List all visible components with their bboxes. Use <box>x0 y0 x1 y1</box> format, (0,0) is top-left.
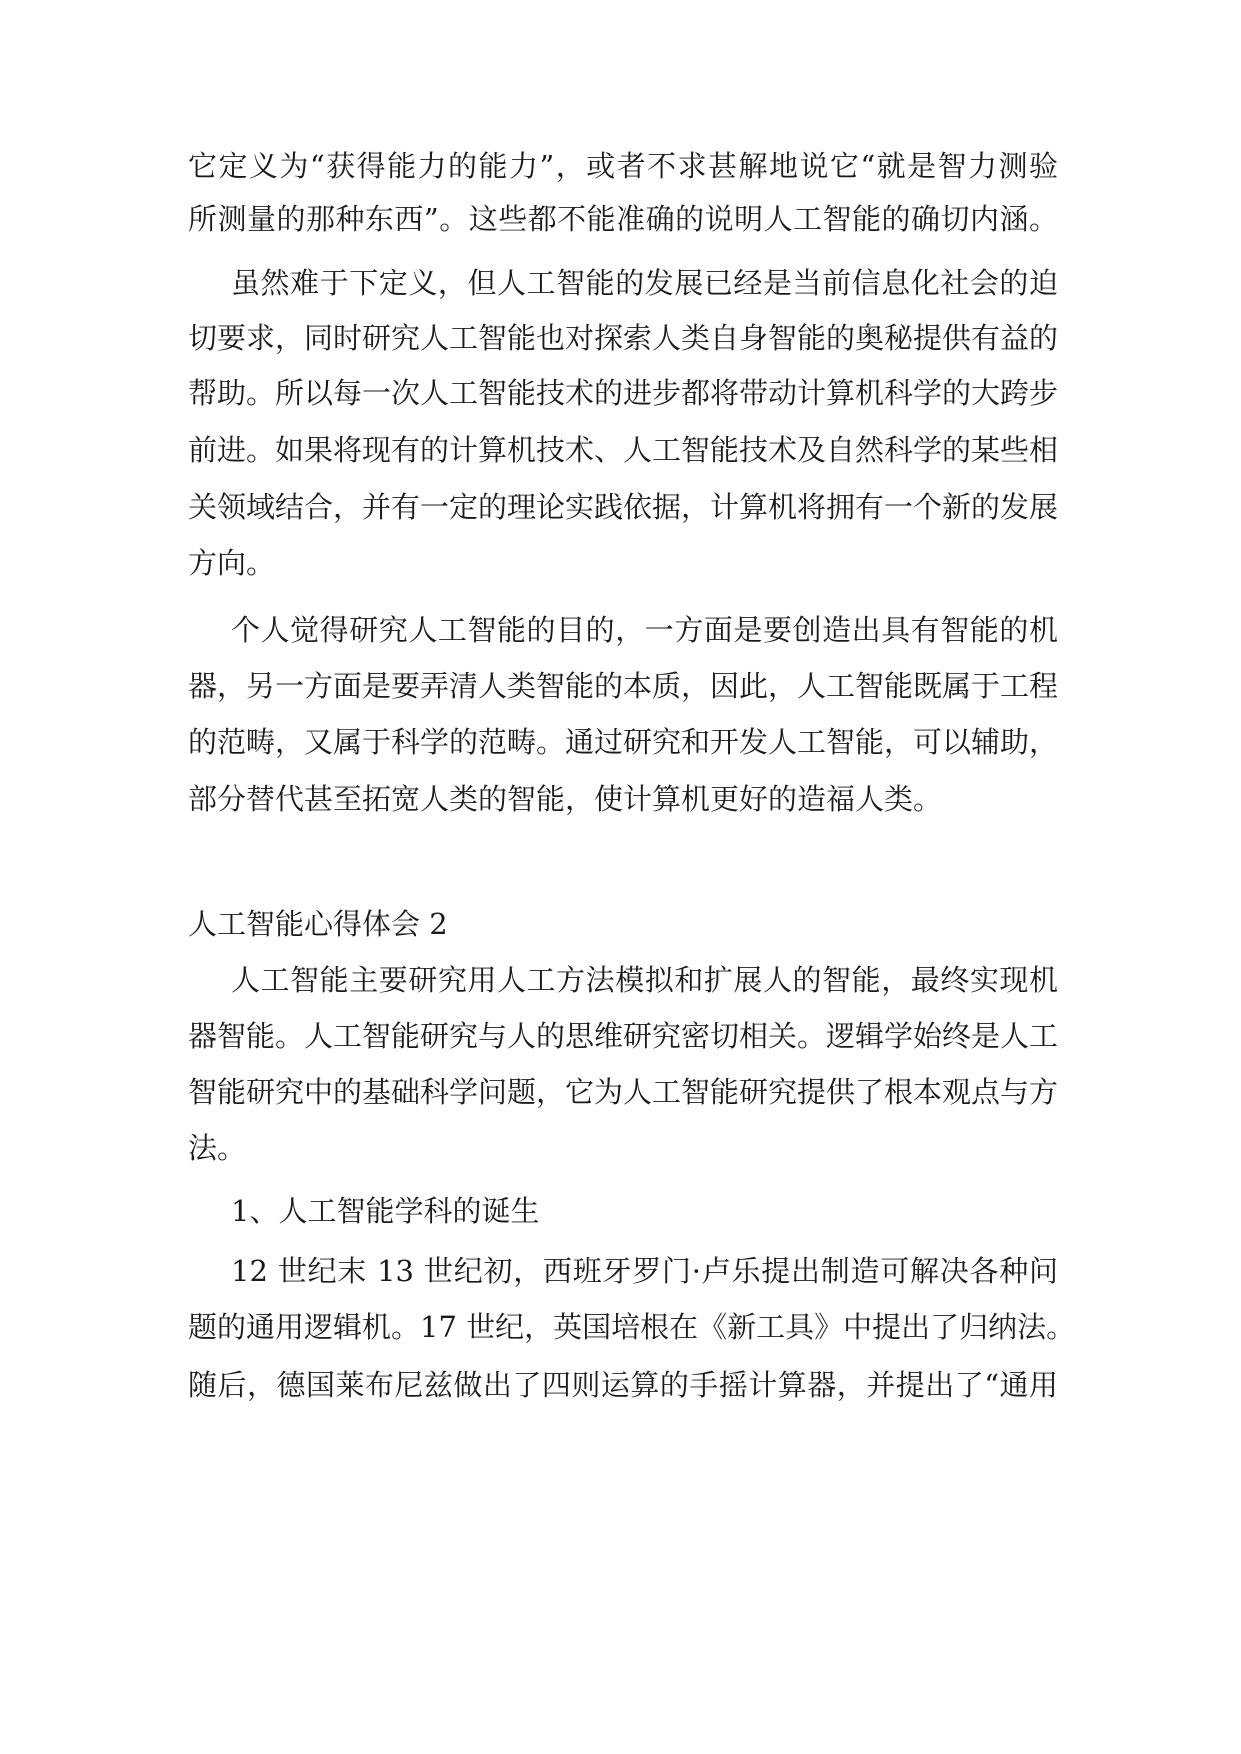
paragraph-line: 题的通用逻辑机。17 世纪，英国培根在《新工具》中提出了归纳法。 <box>188 1310 1076 1344</box>
paragraph-line: 个人觉得研究人工智能的目的，一方面是要创造出具有智能的机 <box>231 613 1058 647</box>
paragraph-line: 12 世纪末 13 世纪初，西班牙罗门·卢乐提出制造可解决各种问 <box>231 1254 1058 1288</box>
paragraph-line: 器智能。人工智能研究与人的思维研究密切相关。逻辑学始终是人工 <box>188 1019 1059 1053</box>
paragraph-line: 器，另一方面是要弄清人类智能的本质，因此，人工智能既属于工程 <box>188 669 1059 703</box>
paragraph-line: 虽然难于下定义，但人工智能的发展已经是当前信息化社会的迫 <box>231 266 1058 300</box>
subheading: 1、人工智能学科的诞生 <box>231 1194 540 1228</box>
paragraph-line: 所测量的那种东西”。这些都不能准确的说明人工智能的确切内涵。 <box>188 202 1058 236</box>
paragraph-line: 随后，德国莱布尼兹做出了四则运算的手摇计算器，并提出了“通用 <box>188 1368 1058 1402</box>
paragraph-line: 切要求，同时研究人工智能也对探索人类自身智能的奥秘提供有益的 <box>188 321 1059 355</box>
paragraph-line: 部分替代甚至拓宽人类的智能，使计算机更好的造福人类。 <box>188 782 943 816</box>
paragraph-line: 的范畴，又属于科学的范畴。通过研究和开发人工智能，可以辅助， <box>188 725 1059 759</box>
paragraph-line: 方向。 <box>188 546 276 580</box>
paragraph-line: 关领域结合，并有一定的理论实践依据，计算机将拥有一个新的发展 <box>188 490 1059 524</box>
paragraph-line: 人工智能主要研究用人工方法模拟和扩展人的智能，最终实现机 <box>231 963 1058 997</box>
paragraph-line: 智能研究中的基础科学问题，它为人工智能研究提供了根本观点与方 <box>188 1075 1059 1109</box>
paragraph-line: 前进。如果将现有的计算机技术、人工智能技术及自然科学的某些相 <box>188 433 1059 467</box>
paragraph-line: 它定义为“获得能力的能力”，或者不求甚解地说它“就是智力测验 <box>188 149 1058 183</box>
paragraph-line: 法。 <box>188 1131 247 1165</box>
section-title: 人工智能心得体会 2 <box>188 907 448 941</box>
paragraph-line: 帮助。所以每一次人工智能技术的进步都将带动计算机科学的大跨步 <box>188 376 1059 410</box>
